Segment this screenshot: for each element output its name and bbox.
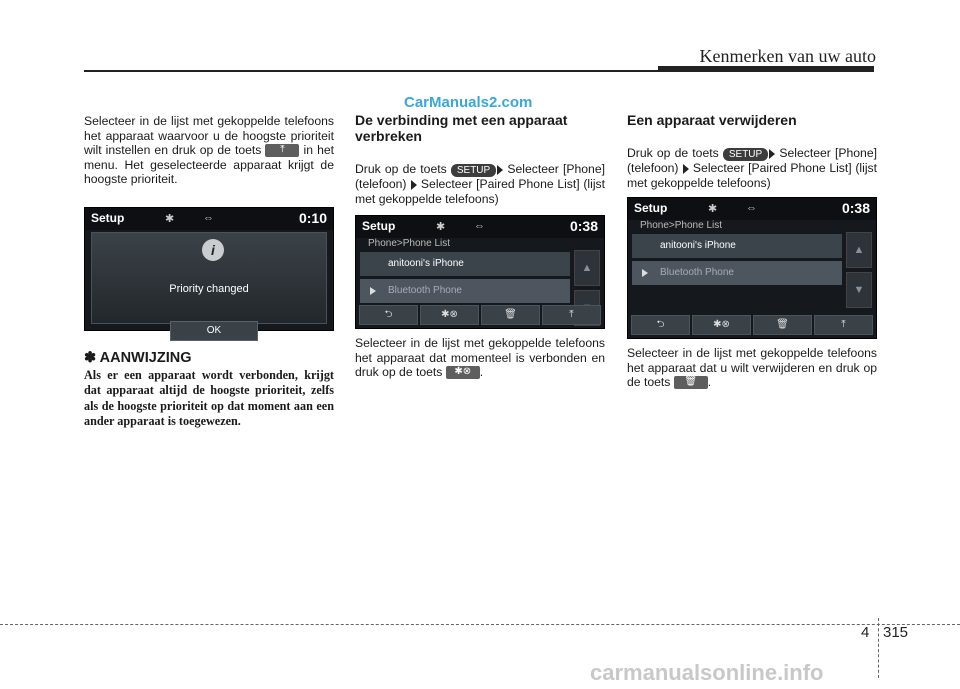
screen-phone-list-delete xyxy=(627,197,877,339)
priority-button[interactable]: ⤒ xyxy=(542,305,601,325)
delete-key-icon: 🗑 xyxy=(674,376,708,389)
column-2 xyxy=(355,112,605,380)
screen-breadcrumb: Phone>Phone List xyxy=(368,238,451,250)
usb-icon: ⇔ xyxy=(474,220,485,233)
disconnect-step-d: Selecteer in de lijst met gekoppelde telefoons het apparaat dat momenteel is verbonden en druk op de toets xyxy=(355,336,605,380)
usb-icon: ⇔ xyxy=(746,202,757,215)
screen-title: Setup xyxy=(634,201,668,216)
screen-clock: 0:38 xyxy=(569,218,598,235)
delete-step-c: Selecteer [Paired Phone List] (lijst met gekoppelde telefoons) xyxy=(627,161,878,190)
list-item[interactable] xyxy=(360,279,570,303)
priority-button[interactable]: ⤒ xyxy=(814,315,873,335)
disconnect-key-icon: ✱⊗ xyxy=(446,366,480,379)
info-icon: i xyxy=(202,239,224,261)
header-rule-accent xyxy=(658,66,874,71)
screen-title: Setup xyxy=(362,219,396,234)
play-icon xyxy=(642,269,648,277)
disconnect-steps xyxy=(355,162,605,206)
list-item[interactable] xyxy=(632,261,842,285)
watermark-bottom[interactable]: carmanualsonline.info xyxy=(590,660,824,685)
ok-button[interactable]: OK xyxy=(170,321,258,341)
arrow-right-icon xyxy=(683,164,689,174)
delete-step-d: Selecteer in de lijst met gekoppelde telefoons het apparaat dat u wilt verwijderen en druk op de toets xyxy=(627,346,877,390)
play-icon xyxy=(370,287,376,295)
column-3 xyxy=(627,112,877,390)
scroll-up-button[interactable]: ▲ xyxy=(846,232,872,268)
chapter-number: 4 xyxy=(861,624,870,641)
back-button[interactable]: ⮌ xyxy=(359,305,418,325)
priority-popup xyxy=(91,232,327,336)
screen-breadcrumb: Phone>Phone List xyxy=(640,220,723,232)
footer-divider xyxy=(878,618,879,678)
delete-steps xyxy=(627,146,877,190)
delete-button[interactable]: 🗑 xyxy=(753,315,812,335)
arrow-right-icon xyxy=(497,165,503,175)
popup-message: Priority changed xyxy=(169,282,249,295)
disconnect-heading: De verbinding met een apparaat verbreken xyxy=(355,112,568,144)
delete-heading: Een apparaat verwijderen xyxy=(627,112,797,128)
screen-priority-changed xyxy=(84,207,334,336)
screen-clock: 0:38 xyxy=(841,200,870,217)
list-item-label: Bluetooth Phone xyxy=(660,267,734,279)
sentence-end: . xyxy=(479,365,484,380)
screen-clock: 0:10 xyxy=(298,209,327,226)
arrow-right-icon xyxy=(769,149,775,159)
disconnect-button[interactable]: ✱⊗ xyxy=(420,305,479,325)
list-item[interactable]: anitooni's iPhone xyxy=(360,252,570,276)
screen-button-bar xyxy=(359,305,601,325)
bluetooth-icon: ✱ xyxy=(165,212,175,225)
column-1 xyxy=(84,112,334,430)
note-title: ✽ AANWIJZING xyxy=(84,349,192,366)
priority-instructions xyxy=(84,114,334,187)
delete-button[interactable]: 🗑 xyxy=(481,305,540,325)
bluetooth-icon: ✱ xyxy=(708,203,718,216)
delete-step-a: Druk op de toets xyxy=(627,146,719,160)
list-item[interactable]: anitooni's iPhone xyxy=(632,234,842,258)
priority-text-a: Selecteer in de lijst met gekoppelde telefoons het apparaat waarvoor u de hoogste prioriteit wilt instellen en druk op de toets xyxy=(84,114,334,157)
screen-phone-list-disconnect xyxy=(355,215,605,329)
scroll-up-button[interactable]: ▲ xyxy=(574,250,600,286)
sentence-end: . xyxy=(707,375,712,390)
disconnect-step-a: Druk op de toets xyxy=(355,162,447,176)
screen-title: Setup xyxy=(91,210,125,225)
back-button[interactable]: ⮌ xyxy=(631,315,690,335)
bluetooth-icon: ✱ xyxy=(436,221,446,234)
phone-list xyxy=(360,252,570,306)
disconnect-step-b: Selecteer [Phone] (telefoon) xyxy=(355,162,606,192)
priority-key-icon: ⤒ xyxy=(265,144,299,157)
usb-icon: ⇔ xyxy=(203,211,214,224)
priority-text-b: in het menu. Het geselecteerde apparaat krijgt de hoogste prioriteit. xyxy=(84,143,335,186)
setup-key xyxy=(451,163,503,178)
scroll-down-button[interactable]: ▼ xyxy=(846,272,872,308)
footer-rule xyxy=(0,624,960,625)
page-number: 315 xyxy=(883,624,909,641)
delete-step-b: Selecteer [Phone] (telefoon) xyxy=(627,146,878,176)
disconnect-final xyxy=(355,336,605,380)
watermark-top[interactable]: CarManuals2.com xyxy=(404,94,533,111)
phone-list xyxy=(632,234,842,288)
disconnect-button[interactable]: ✱⊗ xyxy=(692,315,751,335)
arrow-right-icon xyxy=(411,180,417,190)
setup-button-label: SETUP xyxy=(451,164,496,177)
header-title: Kenmerken van uw auto xyxy=(699,46,876,66)
setup-key xyxy=(723,147,775,162)
list-item-label: Bluetooth Phone xyxy=(388,285,462,297)
disconnect-step-c: Selecteer [Paired Phone List] (lijst met gekoppelde telefoons) xyxy=(355,177,606,206)
setup-button-label: SETUP xyxy=(723,148,768,161)
screen-button-bar xyxy=(631,315,873,335)
note-text: Als er een apparaat wordt verbonden, krijgt dat apparaat altijd de hoogste prioriteit, zelfs als de hoogste prioriteit op dat moment aan een ander apparaat is toegewezen. xyxy=(84,367,334,428)
delete-final xyxy=(627,346,877,390)
